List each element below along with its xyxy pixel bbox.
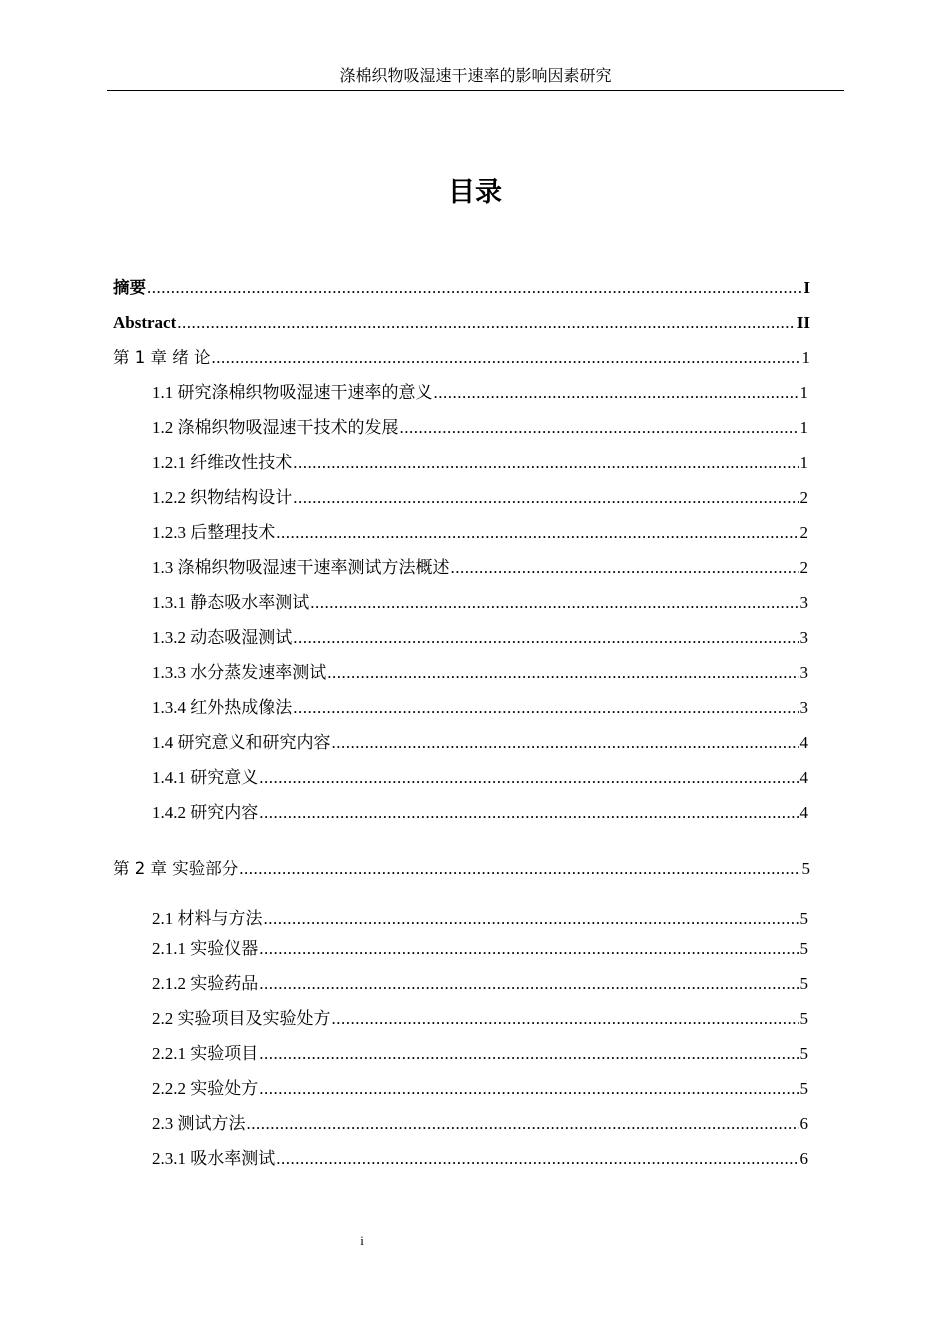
dot-leader — [276, 1148, 798, 1170]
toc-entry-label: 第 2 章 实验部分 — [113, 859, 239, 878]
dot-leader — [293, 697, 798, 719]
toc-entry-2-2[interactable] — [152, 1006, 808, 1030]
toc-entry-page: 6 — [799, 1149, 808, 1168]
toc-entry-page: 1 — [799, 383, 808, 402]
toc-entry-page: 5 — [799, 1079, 808, 1098]
header-rule — [107, 90, 844, 91]
toc-entry-label: 1.3.3 水分蒸发速率测试 — [152, 663, 327, 682]
toc-title: 目录 — [448, 177, 502, 208]
toc-entry-label: 1.3.4 红外热成像法 — [152, 698, 293, 717]
toc-entry-label: 1.2.3 后整理技术 — [152, 523, 276, 542]
toc-entry-page: 2 — [799, 488, 808, 507]
toc-entry-2-3[interactable] — [152, 1111, 808, 1135]
toc-entry-page: 4 — [799, 768, 808, 787]
toc-entry-page: 1 — [799, 453, 808, 472]
dot-leader — [211, 347, 800, 369]
dot-leader — [276, 522, 798, 544]
toc-entry-page: 3 — [799, 663, 808, 682]
toc-entry-1-3-4[interactable] — [152, 695, 808, 719]
dot-leader — [239, 858, 800, 880]
toc-entry-label: 1.4 研究意义和研究内容 — [152, 733, 331, 752]
toc-entry-page: 2 — [799, 523, 808, 542]
toc-entry-2-1-1[interactable] — [152, 936, 808, 960]
toc-entry-1-2[interactable] — [152, 415, 808, 439]
toc-entry-1-3[interactable] — [152, 555, 808, 579]
toc-entry-page: 1 — [799, 418, 808, 437]
toc-entry-page: 3 — [799, 698, 808, 717]
toc-entry-1-4-2[interactable] — [152, 800, 808, 824]
toc-entry-page: 5 — [799, 1044, 808, 1063]
toc-entry-abstract-cn[interactable] — [113, 275, 810, 299]
toc-entry-page: 4 — [799, 803, 808, 822]
dot-leader — [247, 1113, 799, 1135]
dot-leader — [332, 732, 799, 754]
toc-entry-label: Abstract — [113, 313, 177, 332]
dot-leader — [177, 312, 796, 334]
running-header: 涤棉织物吸湿速干速率的影响因素研究 — [339, 68, 612, 85]
toc-entry-label: 2.3.1 吸水率测试 — [152, 1149, 276, 1168]
toc-entry-label: 1.2.2 织物结构设计 — [152, 488, 293, 507]
toc-entry-page: 1 — [801, 348, 810, 367]
toc-entry-chapter-1[interactable] — [113, 345, 810, 369]
toc-entry-page: 5 — [799, 1009, 808, 1028]
dot-leader — [147, 277, 802, 299]
toc-entry-label: 2.2 实验项目及实验处方 — [152, 1009, 331, 1028]
toc-entry-2-1-2[interactable] — [152, 971, 808, 995]
dot-leader — [332, 1008, 799, 1030]
toc-entry-1-1[interactable] — [152, 380, 808, 404]
toc-entry-label: 1.2.1 纤维改性技术 — [152, 453, 293, 472]
dot-leader — [259, 1078, 798, 1100]
toc-entry-page: 2 — [799, 558, 808, 577]
toc-entry-label: 2.3 测试方法 — [152, 1114, 246, 1133]
dot-leader — [259, 767, 798, 789]
dot-leader — [400, 417, 799, 439]
toc-entry-1-2-1[interactable] — [152, 450, 808, 474]
toc-entry-page: 5 — [799, 909, 808, 928]
toc-entry-page: 5 — [799, 939, 808, 958]
dot-leader — [293, 487, 798, 509]
dot-leader — [293, 627, 798, 649]
toc-entry-label: 2.1.2 实验药品 — [152, 974, 259, 993]
toc-entry-page: 5 — [799, 974, 808, 993]
toc-entry-label: 1.3.2 动态吸湿测试 — [152, 628, 293, 647]
toc-entry-1-4-1[interactable] — [152, 765, 808, 789]
toc-entry-label: 1.4.1 研究意义 — [152, 768, 259, 787]
toc-entry-chapter-2[interactable] — [113, 856, 810, 880]
toc-entry-label: 1.4.2 研究内容 — [152, 803, 259, 822]
toc-entry-page: 5 — [801, 859, 810, 878]
toc-entry-page: 3 — [799, 593, 808, 612]
toc-entry-2-1[interactable] — [152, 906, 808, 930]
dot-leader — [451, 557, 799, 579]
toc-entry-label: 2.1 材料与方法 — [152, 909, 263, 928]
toc-entry-1-2-3[interactable] — [152, 520, 808, 544]
dot-leader — [259, 802, 798, 824]
toc-entry-label: 2.2.1 实验项目 — [152, 1044, 259, 1063]
toc-entry-page: II — [796, 313, 810, 332]
toc-entry-page: 3 — [799, 628, 808, 647]
page-number: i — [360, 1233, 364, 1248]
dot-leader — [327, 662, 798, 684]
dot-leader — [310, 592, 798, 614]
toc-entry-1-2-2[interactable] — [152, 485, 808, 509]
dot-leader — [259, 973, 798, 995]
toc-entry-2-2-1[interactable] — [152, 1041, 808, 1065]
toc-entry-1-3-3[interactable] — [152, 660, 808, 684]
toc-entry-label: 第 1 章 绪 论 — [113, 348, 211, 367]
toc-entry-label: 1.1 研究涤棉织物吸湿速干速率的意义 — [152, 383, 433, 402]
toc-entry-page: 4 — [799, 733, 808, 752]
toc-entry-2-3-1[interactable] — [152, 1146, 808, 1170]
toc-entry-1-4[interactable] — [152, 730, 808, 754]
toc-entry-label: 1.3 涤棉织物吸湿速干速率测试方法概述 — [152, 558, 450, 577]
dot-leader — [259, 938, 798, 960]
dot-leader — [259, 1043, 798, 1065]
toc-entry-page: 6 — [799, 1114, 808, 1133]
dot-leader — [264, 908, 799, 930]
toc-entry-2-2-2[interactable] — [152, 1076, 808, 1100]
toc-entry-page: I — [803, 278, 810, 297]
toc-entry-label: 1.3.1 静态吸水率测试 — [152, 593, 310, 612]
toc-entry-1-3-1[interactable] — [152, 590, 808, 614]
toc-entry-label: 2.1.1 实验仪器 — [152, 939, 259, 958]
dot-leader — [293, 452, 798, 474]
dot-leader — [434, 382, 799, 404]
toc-entry-abstract-en[interactable] — [113, 310, 810, 334]
toc-entry-label: 2.2.2 实验处方 — [152, 1079, 259, 1098]
toc-entry-1-3-2[interactable] — [152, 625, 808, 649]
toc-entry-label: 1.2 涤棉织物吸湿速干技术的发展 — [152, 418, 399, 437]
toc-entry-label: 摘要 — [113, 278, 146, 297]
